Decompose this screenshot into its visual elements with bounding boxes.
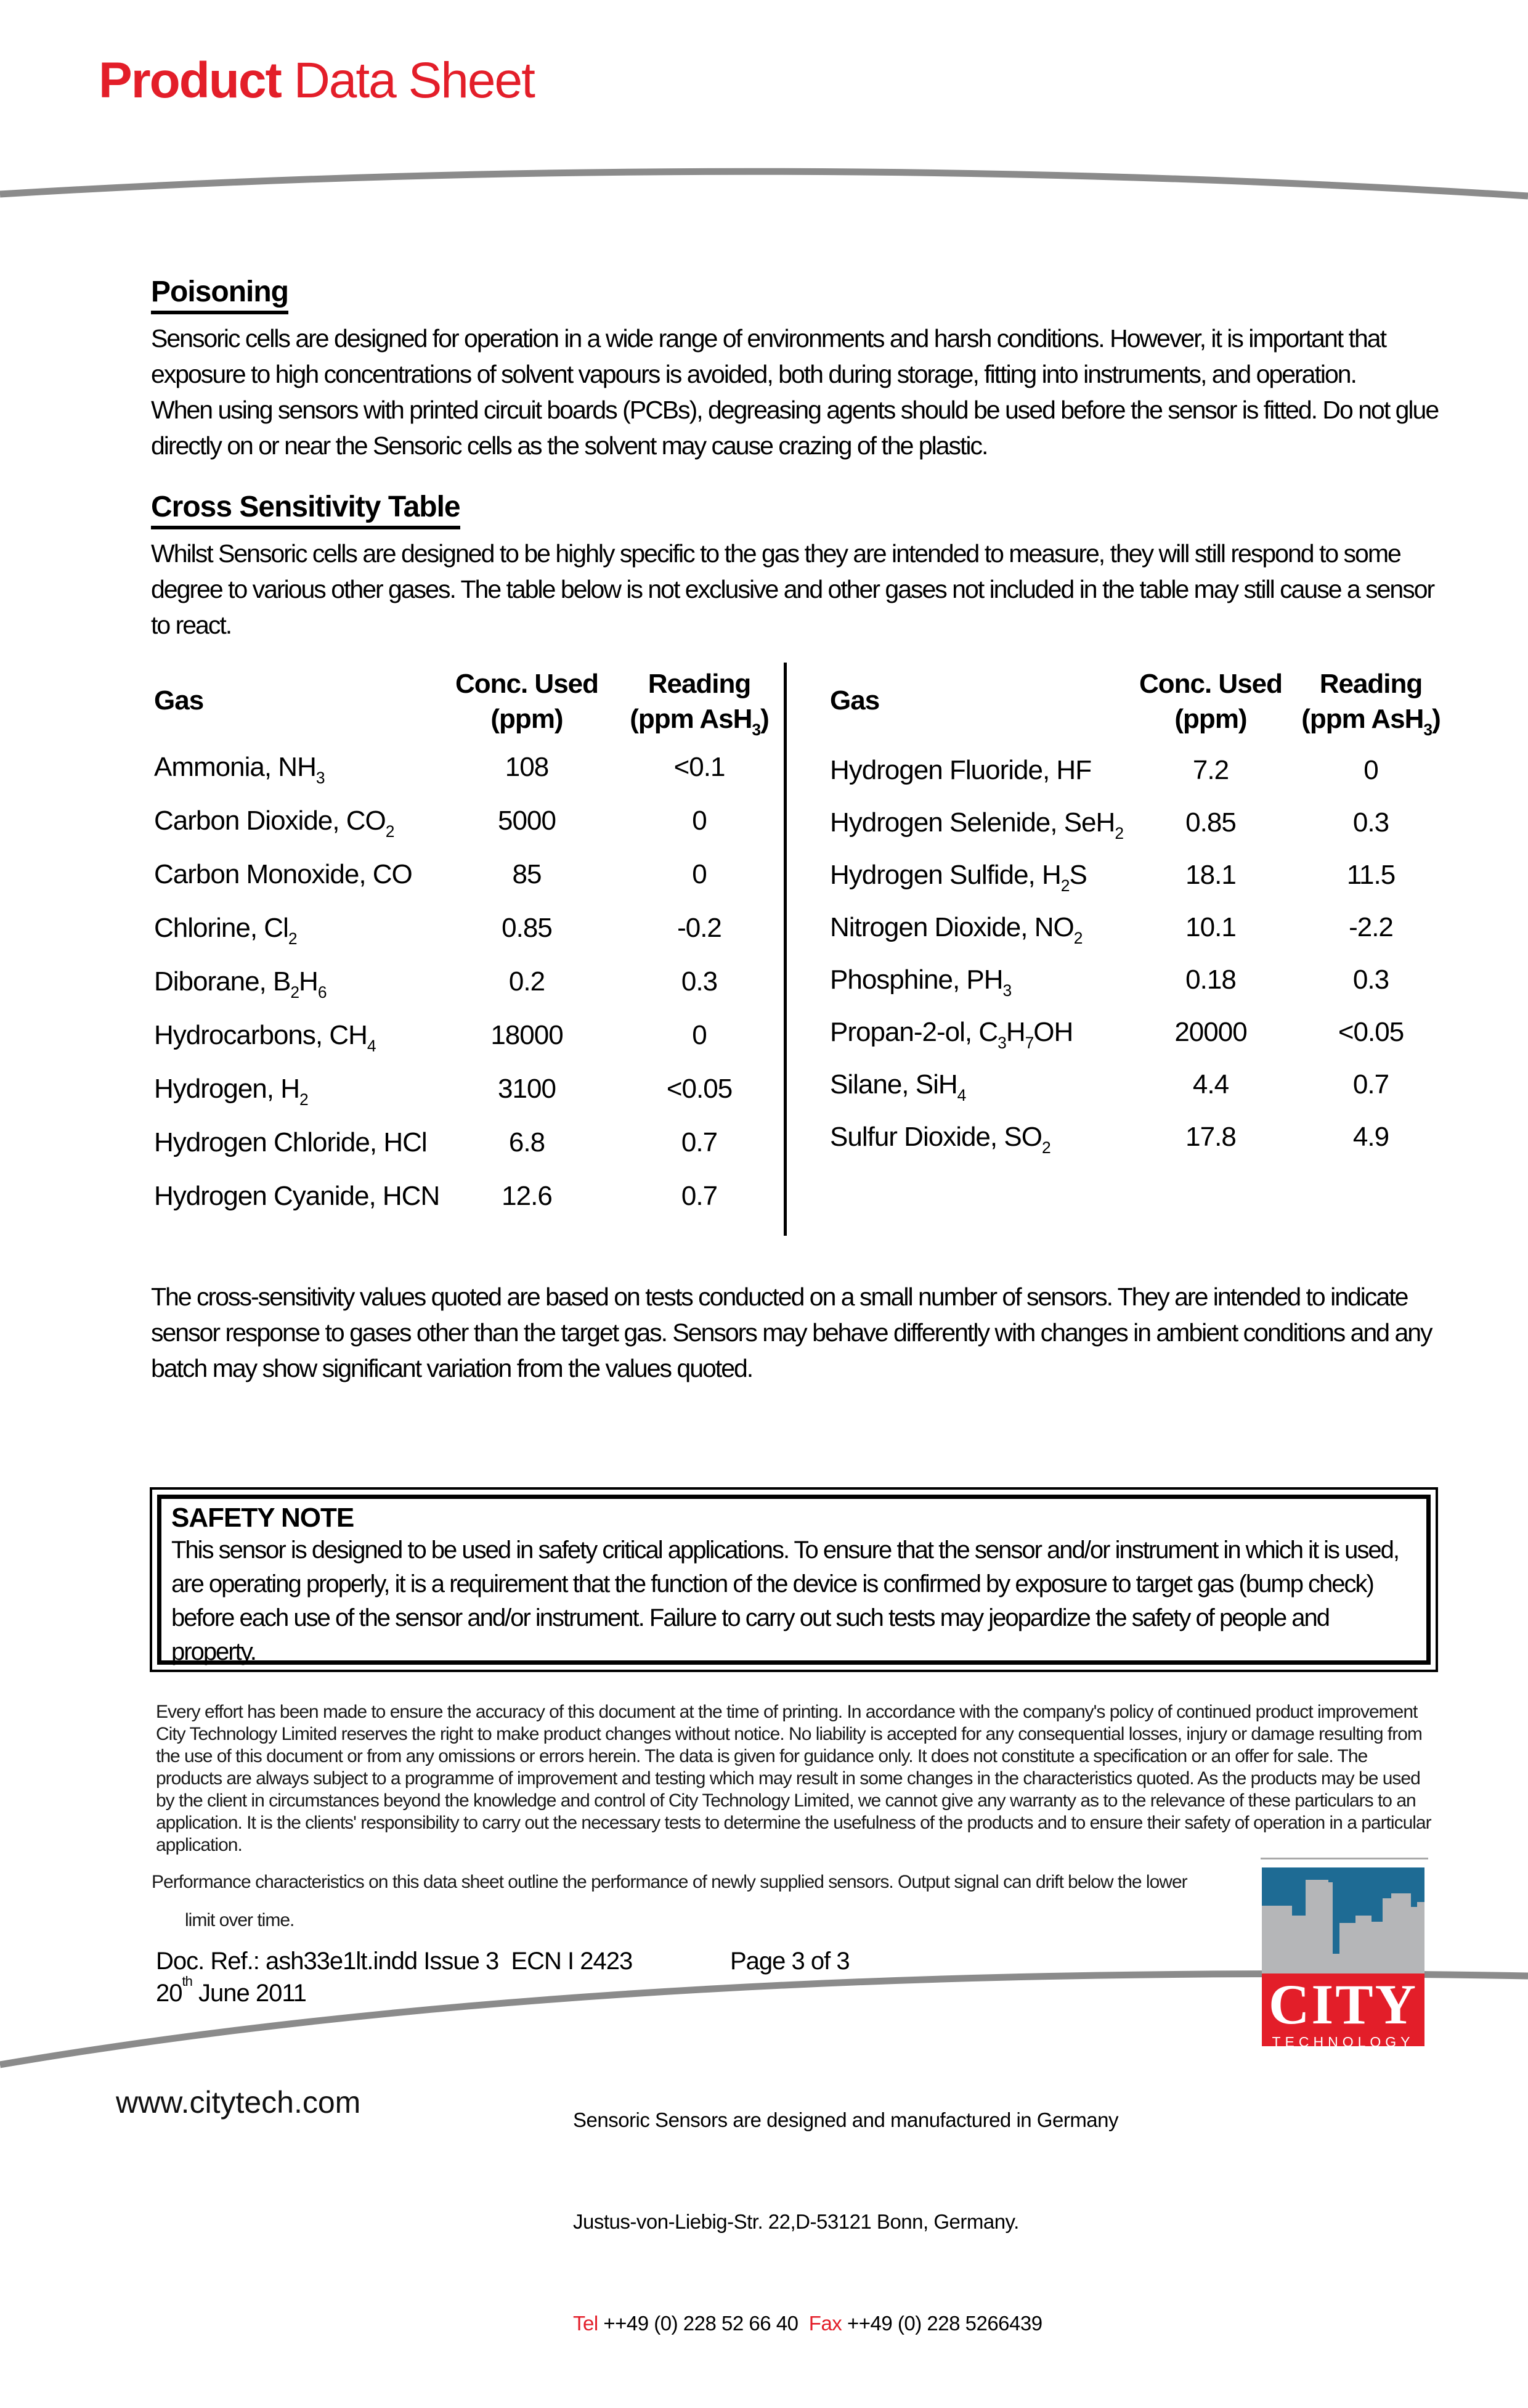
reading-value: 0.7 xyxy=(681,1181,718,1211)
gas-name: Ammonia, $NH_3$ xyxy=(154,752,325,787)
conc-used-value: 85 xyxy=(512,859,542,889)
page-title-datasheet: Data Sheet xyxy=(280,52,534,108)
doc-date: 20th June 2011 xyxy=(156,1973,306,2007)
table-row xyxy=(151,1074,786,1127)
reading-value: 0.3 xyxy=(1352,965,1389,995)
legal-disclaimer: Every effort has been made to ensure the accuracy of this document at the time of printing. In accordance with the company's policy of continued product improvement City Technology Limited reserves the right to make product changes without notice. No liability is accepted for any consequential losses, injury or damage resulting from the use of this document or from any omissions or errors herein. The data is given for guidance only. It does not constitute a specification or an offer for sale. The products are always subject to a programme of improvement and testing which may result in some changes in the characteristics quoted. As the products may be used by the client in circumstances beyond the knowledge and control of City Technology Limited, we cannot give any warranty as to the relevance of these particulars to an application. It is the clients' responsibility to carry out the necessary tests to determine the usefulness of the products and to ensure their safety of operation in a particular application. xyxy=(156,1702,1431,1855)
page-number: Page 3 of 3 xyxy=(730,1948,850,1975)
conc-used-value: 12.6 xyxy=(502,1181,552,1211)
conc-used-value: 7.2 xyxy=(1192,755,1229,785)
left-table-rows xyxy=(151,752,786,1235)
city-technology-logo-wordmark xyxy=(1262,1973,1424,2050)
address-line-2: Justus-von-Liebig-Str. 22,D-53121 Bonn, Germany. xyxy=(573,2210,1019,2233)
subscript: 2 xyxy=(385,822,394,841)
col-header-reading-unit: (ppm AsH$_3$) xyxy=(630,704,769,739)
gas-name: Diborane, $B_2H_6$ xyxy=(154,966,327,1002)
reading-value: 0.3 xyxy=(1352,807,1389,838)
conc-used-value: 108 xyxy=(505,752,549,782)
fax-label: Fax xyxy=(808,2312,842,2335)
performance-note-continued: limit over time. xyxy=(185,1910,295,1930)
skyline-icon xyxy=(1262,1867,1424,1973)
conc-used-value: 0.85 xyxy=(502,913,552,943)
city-technology-logo-skyline xyxy=(1262,1867,1424,1973)
gas-name: Hydrogen Sulfide, $H_2S$ xyxy=(830,860,1087,895)
table-row xyxy=(151,806,786,859)
conc-used-value: 6.8 xyxy=(508,1127,545,1157)
gas-name: Nitrogen Dioxide, $NO_2$ xyxy=(830,912,1083,947)
reading-value: -0.2 xyxy=(677,913,721,943)
subscript: 3 xyxy=(998,1033,1006,1052)
safety-note-box xyxy=(150,1487,1438,1672)
gas-name: Hydrogen Cyanide, HCN xyxy=(154,1181,440,1211)
col-header-gas: Gas xyxy=(830,685,880,716)
conc-used-value: 17.8 xyxy=(1185,1122,1236,1152)
reading-value: 0 xyxy=(692,1020,707,1050)
logo-city-text: CITY xyxy=(1268,1973,1418,2036)
table-row xyxy=(151,1181,786,1235)
reading-value: -2.2 xyxy=(1349,912,1393,942)
subscript: 2 xyxy=(290,982,299,1002)
table-row xyxy=(801,1017,1439,1069)
col-header-conc-used: Conc. Used xyxy=(1139,669,1283,699)
performance-note: Performance characteristics on this data sheet outline the performance of newly supplied sensors. Output signal can drift below the lower xyxy=(152,1872,1187,1892)
table-row xyxy=(801,912,1439,965)
tel-label: Tel xyxy=(573,2312,598,2335)
gas-name: Sulfur Dioxide, $SO_2$ xyxy=(830,1122,1050,1157)
reading-value: <0.05 xyxy=(1338,1017,1404,1047)
table-row xyxy=(151,752,786,806)
gas-name: Silane, SiH$_4$ xyxy=(830,1069,966,1104)
col-header-reading: Reading xyxy=(648,669,751,699)
table-divider xyxy=(784,663,787,1236)
right-table-rows xyxy=(801,755,1439,1174)
company-address-block xyxy=(573,2035,1118,2408)
subscript: 2 xyxy=(1115,823,1123,843)
conc-used-value: 4.4 xyxy=(1192,1069,1229,1100)
page-title xyxy=(99,52,534,110)
website-url: www.citytech.com xyxy=(116,2085,361,2120)
gas-name: Hydrogen, $H_2$ xyxy=(154,1074,308,1109)
reading-value: 0.7 xyxy=(1352,1069,1389,1100)
conc-used-value: 0.85 xyxy=(1185,807,1236,838)
poisoning-section xyxy=(151,275,1439,463)
logo-technology-text: TECHNOLOGY xyxy=(1272,2034,1415,2050)
reading-value: <0.1 xyxy=(673,752,725,782)
gas-name: Propan-2-ol, $C_3H_7OH$ xyxy=(830,1017,1073,1052)
table-row xyxy=(151,859,786,913)
subscript: 4 xyxy=(957,1085,966,1104)
col-header-reading-unit: (ppm AsH$_3$) xyxy=(1301,704,1441,739)
gas-name: Hydrocarbons, $CH_4$ xyxy=(154,1020,376,1055)
address-line-1: Sensoric Sensors are designed and manufactured in Germany xyxy=(573,2108,1119,2131)
subscript: 2 xyxy=(1041,1138,1050,1157)
conc-used-value: 18000 xyxy=(490,1020,563,1050)
subscript: 3 xyxy=(315,768,325,787)
cross-sensitivity-section xyxy=(151,490,1439,643)
gas-name: Carbon Dioxide, $CO_2$ xyxy=(154,806,394,841)
table-row xyxy=(151,913,786,966)
gas-name: Chlorine, $Cl_2$ xyxy=(154,913,297,948)
subscript: 6 xyxy=(317,982,327,1002)
conc-used-value: 0.2 xyxy=(508,966,545,997)
ordinal-superscript: th xyxy=(182,1973,192,1989)
subscript: 3 xyxy=(1002,981,1012,1000)
top-arc xyxy=(0,171,1528,196)
safety-note-inner xyxy=(157,1495,1431,1665)
reading-value: 0.3 xyxy=(681,966,718,997)
table-row xyxy=(151,1127,786,1181)
subscript: 2 xyxy=(1073,928,1083,947)
gas-name: Hydrogen Chloride, HCl xyxy=(154,1127,427,1157)
poisoning-paragraph-2: When using sensors with printed circuit boards (PCBs), degreasing agents should be used before the sensor is fitted. Do not glue directly on or near the Sensoric cells as the solvent may cause crazing of the plastic. xyxy=(151,396,1439,460)
logo-top-rule xyxy=(1261,1858,1428,1859)
subscript: 3 xyxy=(1423,720,1432,739)
tel-number: ++49 (0) 228 52 66 40 xyxy=(598,2312,809,2335)
gas-name: Carbon Monoxide, CO xyxy=(154,859,412,889)
table-row xyxy=(151,966,786,1020)
conc-used-value: 18.1 xyxy=(1185,860,1236,890)
subscript: 7 xyxy=(1025,1033,1034,1052)
gas-name: Phosphine, $PH_3$ xyxy=(830,965,1012,1000)
subscript: 3 xyxy=(752,720,761,739)
subscript: 2 xyxy=(1060,876,1070,895)
col-header-gas: Gas xyxy=(154,685,204,716)
reading-value: 11.5 xyxy=(1346,860,1396,890)
reading-value: 0 xyxy=(1363,755,1378,785)
poisoning-heading: Poisoning xyxy=(151,275,288,314)
reading-value: 4.9 xyxy=(1352,1122,1389,1152)
subscript: 2 xyxy=(288,929,297,948)
gas-name: Hydrogen Fluoride, HF xyxy=(830,755,1092,785)
table-row xyxy=(801,1069,1439,1122)
conc-used-value: 5000 xyxy=(498,806,556,836)
col-header-conc-unit: (ppm) xyxy=(490,704,563,734)
poisoning-paragraph-1: Sensoric cells are designed for operation in a wide range of environments and harsh conditions. However, it is important that exposure to high concentrations of solvent vapours is avoided, both during storage, fitting into instruments, and operation. xyxy=(151,324,1386,388)
safety-note-title: SAFETY NOTE xyxy=(171,1503,354,1533)
cross-sensitivity-intro: Whilst Sensoric cells are designed to be highly specific to the gas they are intended to measure, they will still respond to some degree to various other gases. The table below is not exclusive and other gases not included in the table may still cause a sensor to react. xyxy=(151,539,1434,639)
conc-used-value: 0.18 xyxy=(1185,965,1236,995)
fax-number: ++49 (0) 228 5266439 xyxy=(842,2312,1042,2335)
subscript: 4 xyxy=(367,1036,376,1055)
address-line-3 xyxy=(573,2306,1118,2340)
conc-used-value: 20000 xyxy=(1174,1017,1247,1047)
gas-name: Hydrogen Selenide, SeH$_2$ xyxy=(830,807,1123,843)
conc-used-value: 3100 xyxy=(498,1074,556,1104)
table-row xyxy=(801,1122,1439,1174)
table-row xyxy=(801,965,1439,1017)
cross-table-left xyxy=(151,663,786,1242)
safety-note-text: This sensor is designed to be used in safety critical applications. To ensure that the sensor and/or instrument in which it is used, are operating properly, it is a requirement that the function of the device is confirmed by exposure to target gas (bump check) before each use of the sensor and/or instrument. Failure to carry out such tests may jeopardize the safety of people and property. xyxy=(171,1537,1399,1665)
table-row xyxy=(151,1020,786,1074)
reading-value: 0.7 xyxy=(681,1127,718,1157)
subscript: 2 xyxy=(299,1090,308,1109)
conc-used-value: 10.1 xyxy=(1185,912,1236,942)
cross-sensitivity-heading: Cross Sensitivity Table xyxy=(151,490,460,529)
col-header-conc-unit: (ppm) xyxy=(1174,704,1247,734)
table-row xyxy=(801,860,1439,912)
reading-value: 0 xyxy=(692,859,707,889)
reading-value: <0.05 xyxy=(666,1074,733,1104)
table-row xyxy=(801,755,1439,807)
cross-sensitivity-note: The cross-sensitivity values quoted are based on tests conducted on a small number of sensors. They are intended to indicate sensor response to gases other than the target gas. Sensors may behave differently with changes in ambient conditions and any batch may show significant variation from the values quoted. xyxy=(151,1283,1432,1382)
reading-value: 0 xyxy=(692,806,707,836)
poisoning-text xyxy=(151,320,1439,463)
table-row xyxy=(801,807,1439,860)
page-title-product: Product xyxy=(99,52,281,108)
cross-table-right xyxy=(801,663,1439,1242)
col-header-conc-used: Conc. Used xyxy=(455,669,599,699)
doc-ref: Doc. Ref.: ash33e1lt.indd Issue 3 ECN I 2423 xyxy=(156,1948,633,1975)
col-header-reading: Reading xyxy=(1319,669,1423,699)
